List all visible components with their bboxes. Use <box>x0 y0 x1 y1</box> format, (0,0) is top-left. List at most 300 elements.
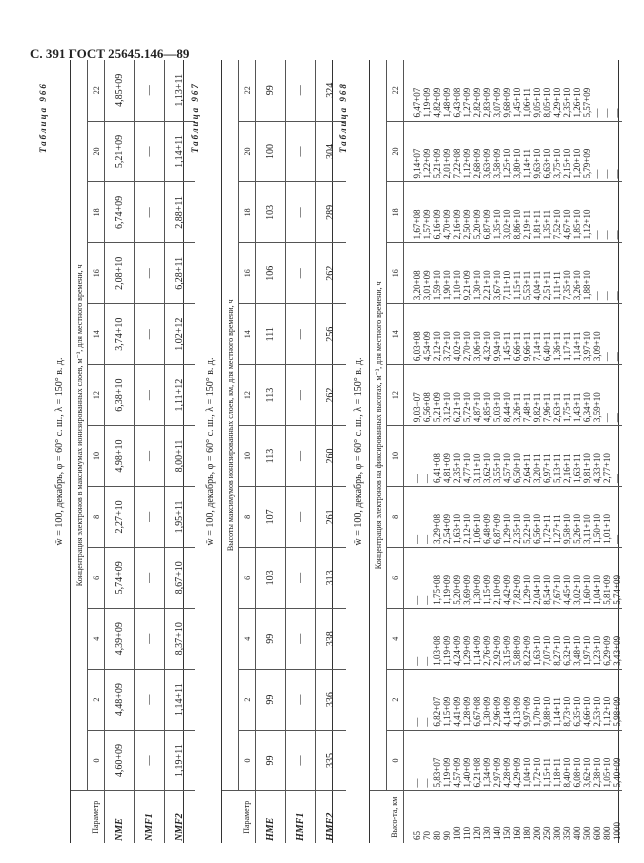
cell-value: 6,87+09 <box>492 514 502 544</box>
cell-value: 260 <box>316 426 346 487</box>
cell-value: — <box>286 547 316 608</box>
cell-value: 1,14+11 <box>522 148 532 179</box>
height-value: 90 <box>442 831 452 840</box>
cell-value: 2,01+09 <box>442 148 452 179</box>
cell-value: 6,16+09 <box>432 209 442 240</box>
cell-value: 3,20+11 <box>532 453 542 483</box>
cell-value: 4,70+09 <box>442 209 452 240</box>
cell-value: 1,19+09 <box>442 757 452 788</box>
height-value: 500 <box>582 826 592 840</box>
cell-value: 1,19+09 <box>442 635 452 666</box>
hour-header: 6 <box>239 547 256 608</box>
cell-value: 6,56+10 <box>532 514 542 544</box>
cell-value: 1,59+10 <box>432 270 442 301</box>
cell-value: 1,02+12 <box>165 304 195 365</box>
cell-value: — <box>602 413 612 423</box>
cell-value: 2,50+09 <box>462 209 472 240</box>
cell-value: 1,88+10 <box>582 270 592 301</box>
cell-value: 1,29+09 <box>462 635 472 666</box>
cell-value: 8,00+11 <box>165 426 195 487</box>
cell-value: — <box>286 730 316 791</box>
cell-value: — <box>286 60 316 121</box>
height-value: 110 <box>462 826 472 840</box>
cell-value: 4,60+09 <box>105 730 135 791</box>
cell-value: 7,67+10 <box>552 574 562 605</box>
cell-value: 2,35+10 <box>452 453 462 483</box>
cell-value: 107 <box>256 486 286 547</box>
param-name: HMF2 <box>316 791 346 843</box>
height-value: 400 <box>572 826 582 840</box>
cell-value: 1,85+10 <box>572 209 582 240</box>
cell-value: 6,40+11 <box>542 331 552 362</box>
hour-header: 20 <box>387 121 404 182</box>
cell-value: 4,66+10 <box>582 696 592 727</box>
table-row <box>286 60 316 843</box>
cell-value: 4,81+09 <box>442 453 452 483</box>
cell-value: 1,20+10 <box>572 148 582 179</box>
hour-header: 4 <box>88 608 105 669</box>
cell-value: 5,40+09 <box>612 757 622 788</box>
cell-value: 4,77+10 <box>462 453 472 483</box>
cell-value: 6,63+10 <box>542 148 552 179</box>
cell-value: 4,29+09 <box>512 757 522 788</box>
cell-value: 1,12+10 <box>602 696 612 727</box>
value-column <box>404 730 623 791</box>
cell-value: 8,27+10 <box>552 635 562 666</box>
cell-value: 4,42+09 <box>502 574 512 605</box>
cell-value: 2,08+10 <box>105 243 135 304</box>
cell-value: 262 <box>316 365 346 426</box>
cell-value: 103 <box>256 547 286 608</box>
height-value: 65 <box>412 831 422 840</box>
hour-header: 2 <box>387 669 404 730</box>
cell-value: 6,21+10 <box>452 392 462 423</box>
height-value: 80 <box>432 831 442 840</box>
cell-value: 6,56+08 <box>422 392 432 423</box>
cell-value: 6,34+10 <box>582 392 592 423</box>
cell-value: 7,82+09 <box>512 574 522 605</box>
cell-value: 5,21+09 <box>432 148 442 179</box>
cell-value: 3,02+10 <box>502 209 512 240</box>
hour-header: 14 <box>239 304 256 365</box>
cell-value: 5,21+09 <box>105 121 135 182</box>
cell-value: 313 <box>316 547 346 608</box>
cell-value: 261 <box>316 486 346 547</box>
hour-header: 0 <box>387 730 404 791</box>
cell-value: 7,11+10 <box>502 270 512 301</box>
cell-value: — <box>286 243 316 304</box>
hour-header: 10 <box>88 426 105 487</box>
cell-value: 1,57+09 <box>422 209 432 240</box>
cell-value: 3,12+10 <box>442 392 452 423</box>
table-967-title: Таблица 967 <box>190 82 200 153</box>
cell-value: — <box>592 169 602 179</box>
cell-value: 3,72+10 <box>442 331 452 362</box>
cell-value: 1,14+09 <box>472 635 482 666</box>
cell-value: 1,19+11 <box>165 730 195 791</box>
table-968-title: Таблица 968 <box>338 82 348 153</box>
cell-value: 3,06+10 <box>472 331 482 362</box>
cell-value: 8,37+10 <box>165 608 195 669</box>
height-value: 150 <box>502 826 512 840</box>
cell-value: — <box>612 291 622 301</box>
cell-value: 4,39+09 <box>105 608 135 669</box>
cell-value: 1,81+11 <box>532 209 542 240</box>
cell-value: 7,52+10 <box>552 209 562 240</box>
cell-value: 1,97+10 <box>582 635 592 666</box>
cell-value: — <box>602 169 612 179</box>
cell-value: — <box>135 304 165 365</box>
cell-value: 1,22+09 <box>422 148 432 179</box>
cell-value: 1,63+10 <box>452 514 462 544</box>
param-name: NMF1 <box>135 791 165 843</box>
table-968-condition: w̄ = 100, декабрь, φ = 60° с. ш., λ = 150° в. д. <box>353 357 364 546</box>
cell-value: 6,74+09 <box>105 182 135 243</box>
cell-value: 3,59+10 <box>592 392 602 423</box>
cell-value: 1,03+08 <box>432 635 442 666</box>
param-header: Параметр <box>88 791 105 843</box>
cell-value: 262 <box>316 243 346 304</box>
hour-header: 12 <box>387 365 404 426</box>
cell-value: 4,54+09 <box>422 331 432 362</box>
cell-value: 4,57+10 <box>502 453 512 483</box>
table-967 <box>221 60 337 843</box>
cell-value: 4,82+09 <box>432 87 442 118</box>
cell-value: 8,54+10 <box>542 574 552 605</box>
cell-value: 1,63+11 <box>572 453 582 483</box>
height-value: 600 <box>592 826 602 840</box>
cell-value: 3,48+10 <box>572 635 582 666</box>
height-value: 180 <box>522 826 532 840</box>
cell-value: 3,97+10 <box>582 331 592 362</box>
cell-value: 1,50+10 <box>592 514 602 544</box>
cell-value: 2,54+09 <box>442 514 452 544</box>
cell-value: 3,15+09 <box>502 635 512 666</box>
cell-value: — <box>612 169 622 179</box>
cell-value: 1,70+10 <box>532 696 542 727</box>
cell-value: 1,27+11 <box>552 514 562 544</box>
value-column <box>404 60 623 121</box>
cell-value: 1,14+11 <box>552 697 562 727</box>
cell-value: 289 <box>316 182 346 243</box>
cell-value: 2,76+09 <box>482 635 492 666</box>
table-row <box>404 60 623 843</box>
cell-value: 1,06+11 <box>522 88 532 118</box>
cell-value: 4,85+09 <box>105 60 135 121</box>
value-column <box>404 669 623 730</box>
hour-header: 12 <box>88 365 105 426</box>
cell-value: 335 <box>316 730 346 791</box>
cell-value: 2,83+09 <box>482 87 492 118</box>
cell-value: 1,35+11 <box>542 209 552 240</box>
cell-value: 1,63+10 <box>532 635 542 666</box>
cell-value: 6,43+08 <box>452 87 462 118</box>
height-value: 100 <box>452 826 462 840</box>
cell-value: 4,98+10 <box>105 426 135 487</box>
cell-value: 113 <box>256 365 286 426</box>
cell-value: 2,88+11 <box>165 182 195 243</box>
hour-header: 8 <box>239 486 256 547</box>
cell-value: 4,57+09 <box>452 757 462 788</box>
cell-value: — <box>286 121 316 182</box>
cell-value: — <box>135 547 165 608</box>
hour-header: 10 <box>387 426 404 487</box>
cell-value: — <box>135 486 165 547</box>
page-number: С. 391 <box>30 46 66 61</box>
cell-value: 6,48+09 <box>482 514 492 544</box>
cell-value: 1,75+11 <box>562 392 572 423</box>
table-966-condition: w̄ = 100, декабрь, φ = 60° с. ш., λ = 150° в. д. <box>54 357 65 546</box>
cell-value: 1,15+09 <box>482 574 492 605</box>
hour-header: 22 <box>387 60 404 121</box>
param-name: HME <box>256 791 286 843</box>
cell-value: — <box>135 669 165 730</box>
param-name: NMF2 <box>165 791 195 843</box>
cell-value: 5,21+09 <box>432 392 442 423</box>
cell-value: — <box>412 534 422 544</box>
cell-value: 2,97+09 <box>492 757 502 788</box>
cell-value: — <box>612 108 622 118</box>
cell-value: 3,67+10 <box>492 270 502 301</box>
cell-value: 2,38+10 <box>592 757 602 788</box>
cell-value: — <box>286 669 316 730</box>
cell-value: — <box>412 656 422 666</box>
cell-value: — <box>412 473 422 483</box>
cell-value: 1,15+11 <box>542 758 552 788</box>
cell-value: — <box>422 778 432 788</box>
cell-value: — <box>422 595 432 605</box>
cell-value: — <box>135 426 165 487</box>
cell-value: 1,13+11 <box>165 60 195 121</box>
cell-value: 8,44+10 <box>502 392 512 423</box>
height-value: 160 <box>512 826 522 840</box>
cell-value: 6,21+08 <box>472 757 482 788</box>
cell-value: 2,15+10 <box>562 148 572 179</box>
cell-value: 2,92+09 <box>492 635 502 666</box>
cell-value: 3,26+11 <box>512 392 522 423</box>
cell-value: 1,43+11 <box>572 392 582 423</box>
cell-value: 1,12+09 <box>462 148 472 179</box>
cell-value: 99 <box>256 608 286 669</box>
hour-header: 22 <box>88 60 105 121</box>
cell-value: 304 <box>316 121 346 182</box>
cell-value: 2,51+11 <box>542 270 552 301</box>
cell-value: 1,30+09 <box>472 574 482 605</box>
cell-value: 3,09+10 <box>592 331 602 362</box>
hour-header: 16 <box>88 243 105 304</box>
cell-value: 1,14+11 <box>572 331 582 362</box>
cell-value: — <box>602 108 612 118</box>
cell-value: 9,14+07 <box>412 148 422 179</box>
cell-value: 113 <box>256 426 286 487</box>
cell-value: — <box>412 717 422 727</box>
value-column <box>404 121 623 182</box>
cell-value: — <box>592 108 602 118</box>
cell-value: 3,58+09 <box>492 148 502 179</box>
cell-value: 99 <box>256 730 286 791</box>
cell-value: 7,22+08 <box>452 148 462 179</box>
cell-value: 1,45+11 <box>502 331 512 362</box>
cell-value: 9,03−07 <box>412 392 422 423</box>
height-value: 300 <box>552 826 562 840</box>
cell-value: 8,73+10 <box>562 696 572 727</box>
cell-value: 1,11+11 <box>552 271 562 301</box>
height-value: 70 <box>422 831 432 840</box>
cell-value: 3,62+10 <box>482 453 492 483</box>
cell-value: 1,72+11 <box>542 514 552 544</box>
cell-value: 6,35+10 <box>572 696 582 727</box>
cell-value: 4,13+09 <box>512 696 522 727</box>
cell-value: 6,28+11 <box>165 243 195 304</box>
cell-value: 8,86+10 <box>512 209 522 240</box>
cell-value: — <box>422 534 432 544</box>
cell-value: 2,12+10 <box>462 514 472 544</box>
cell-value: 9,21+09 <box>462 270 472 301</box>
cell-value: 6,03+08 <box>412 331 422 362</box>
cell-value: 9,63+10 <box>532 148 542 179</box>
cell-value: 6,66+11 <box>512 331 522 362</box>
cell-value: 1,10+10 <box>452 270 462 301</box>
hour-header: 18 <box>387 182 404 243</box>
param-name: HMF1 <box>286 791 316 843</box>
cell-value: 5,03+10 <box>492 392 502 423</box>
table-966 <box>70 60 184 843</box>
hour-header: 0 <box>88 730 105 791</box>
cell-value: 3,11+10 <box>472 453 482 483</box>
cell-value: 8,40+10 <box>562 757 572 788</box>
cell-value: 6,32+10 <box>562 635 572 666</box>
table-row <box>316 60 346 843</box>
table-967-band: Высоты максимумов ионизированных слоев, км, для местного времени, ч <box>222 60 239 791</box>
rotated-page <box>30 60 620 843</box>
value-column <box>404 486 623 547</box>
cell-value: — <box>412 778 422 788</box>
cell-value: 4,67+10 <box>562 209 572 240</box>
cell-value: 2,70+10 <box>462 331 472 362</box>
hour-header: 20 <box>88 121 105 182</box>
cell-value: 4,04+11 <box>532 270 542 301</box>
cell-value: 5,98+09 <box>612 696 622 727</box>
cell-value: — <box>602 352 612 362</box>
cell-value: 6,08+10 <box>572 757 582 788</box>
cell-value: — <box>602 291 612 301</box>
cell-value: 5,72+10 <box>462 392 472 423</box>
value-column <box>404 304 623 365</box>
cell-value: — <box>592 230 602 240</box>
cell-value: 1,23+10 <box>592 635 602 666</box>
value-column <box>404 426 623 487</box>
hour-header: 2 <box>239 669 256 730</box>
hour-header: 14 <box>88 304 105 365</box>
height-value: 200 <box>532 826 542 840</box>
cell-value: — <box>135 608 165 669</box>
cell-value: 1,17+11 <box>562 331 572 362</box>
cell-value: — <box>286 486 316 547</box>
param-name: NME <box>105 791 135 843</box>
cell-value: 2,96+09 <box>492 696 502 727</box>
cell-value: — <box>412 595 422 605</box>
cell-value: 111 <box>256 304 286 365</box>
value-column <box>404 182 623 243</box>
cell-value: 7,35+10 <box>562 270 572 301</box>
cell-value: — <box>286 304 316 365</box>
cell-value: 6,38+10 <box>105 365 135 426</box>
cell-value: 3,63+09 <box>482 148 492 179</box>
cell-value: — <box>286 182 316 243</box>
cell-value: 8,22+09 <box>522 635 532 666</box>
table-row <box>165 60 195 843</box>
cell-value: 5,20+09 <box>472 209 482 240</box>
cell-value: 9,97+09 <box>522 696 532 727</box>
cell-value: 2,82+09 <box>472 87 482 118</box>
cell-value: 1,40+09 <box>462 757 472 788</box>
cell-value: 4,85+10 <box>482 392 492 423</box>
cell-value: 99 <box>256 60 286 121</box>
cell-value: 1,34+09 <box>482 757 492 788</box>
cell-value: 3,26+10 <box>572 270 582 301</box>
cell-value: 7,48+11 <box>522 392 532 423</box>
value-column <box>404 243 623 304</box>
cell-value: 1,35+10 <box>492 209 502 240</box>
value-column <box>404 608 623 669</box>
cell-value: 1,48+09 <box>442 87 452 118</box>
cell-value: 1,05+10 <box>602 757 612 788</box>
cell-value: 9,05+10 <box>532 87 542 118</box>
cell-value: 4,48+09 <box>105 669 135 730</box>
cell-value: 324 <box>316 60 346 121</box>
cell-value: 100 <box>256 121 286 182</box>
cell-value: 7,07+10 <box>542 635 552 666</box>
height-header: Высо-та, км <box>387 791 404 843</box>
hour-header: 4 <box>239 608 256 669</box>
cell-value: 4,32+10 <box>482 331 492 362</box>
table-row <box>105 60 135 843</box>
cell-value: — <box>135 243 165 304</box>
cell-value: 3,80+10 <box>512 148 522 179</box>
cell-value: — <box>135 60 165 121</box>
cell-value: 1,11+12 <box>165 365 195 426</box>
cell-value: 1,04+10 <box>522 757 532 788</box>
cell-value: — <box>422 717 432 727</box>
cell-value: 4,33+10 <box>592 453 602 483</box>
cell-value: 1,36+11 <box>552 331 562 362</box>
hour-header: 8 <box>88 486 105 547</box>
cell-value: 1,29+10 <box>502 514 512 544</box>
cell-value: 4,28+09 <box>502 757 512 788</box>
cell-value: 6,87+09 <box>482 209 492 240</box>
hour-header: 22 <box>239 60 256 121</box>
height-column <box>404 791 623 843</box>
hour-header: 18 <box>239 182 256 243</box>
param-header: Параметр <box>239 791 256 843</box>
cell-value: 7,14+11 <box>532 331 542 362</box>
height-value: 120 <box>472 826 482 840</box>
hour-header: 6 <box>88 547 105 608</box>
value-column <box>404 547 623 608</box>
value-column <box>404 365 623 426</box>
cell-value: 5,74+09 <box>105 547 135 608</box>
cell-value: 1,06+10 <box>472 514 482 544</box>
hour-header: 4 <box>387 608 404 669</box>
cell-value: — <box>286 365 316 426</box>
cell-value: 2,04+10 <box>532 574 542 605</box>
cell-value: 5,79+09 <box>582 148 592 179</box>
cell-value: 3,55+10 <box>492 453 502 483</box>
cell-value: — <box>612 534 622 544</box>
hour-header: 10 <box>239 426 256 487</box>
height-value: 140 <box>492 826 502 840</box>
table-966-band: Концентрация электронов в максимумах ионизированных слоев, м⁻³, для местного времени, ч <box>71 60 88 791</box>
